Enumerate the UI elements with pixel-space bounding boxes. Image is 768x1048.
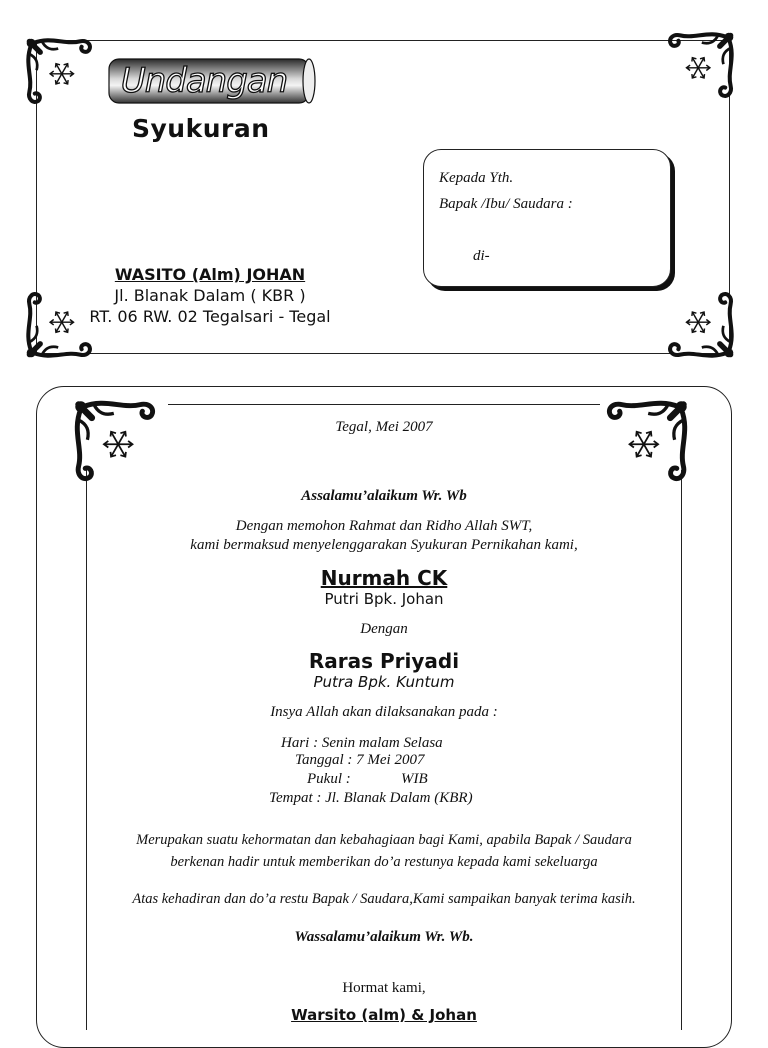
sender-name: WASITO (Alm) JOHAN — [114, 265, 306, 284]
intro-line-2: kami bermaksud menyelenggarakan Syukuran Pernikahan kami, — [190, 537, 578, 553]
invitation-line-2: berkenan hadir untuk memberikan do’a restunya kepada kami sekeluarga — [170, 854, 598, 870]
event-time-unit: WIB — [401, 771, 428, 787]
conjunction: Dengan — [360, 621, 408, 637]
recipient-salutation: Bapak /Ibu/ Saudara : — [439, 196, 573, 212]
sender-area: RT. 06 RW. 02 Tegalsari - Tegal — [89, 307, 331, 326]
recipient-box — [423, 149, 671, 287]
banner-title: Undangan — [120, 61, 288, 101]
place-date: Tegal, Mei 2007 — [335, 419, 433, 435]
corner-ornament-icon — [664, 288, 736, 360]
signatories: Warsito (alm) & Johan — [291, 1006, 477, 1024]
recipient-to: Kepada Yth. — [439, 170, 514, 186]
card-divider — [168, 404, 600, 405]
subtitle: Syukuran — [132, 114, 270, 143]
bride-parent: Putri Bpk. Johan — [324, 590, 444, 608]
event-date: Tanggal : 7 Mei 2007 — [295, 752, 425, 768]
greeting: Assalamu’alaikum Wr. Wb — [301, 488, 467, 504]
groom-parent: Putra Bpk. Kuntum — [313, 673, 455, 691]
closing: Wassalamu’alaikum Wr. Wb. — [294, 929, 474, 945]
event-place: Tempat : Jl. Blanak Dalam (KBR) — [269, 790, 473, 806]
bride-name: Nurmah CK — [320, 566, 448, 590]
recipient-at: di- — [473, 248, 490, 264]
corner-ornament-icon — [72, 398, 160, 486]
regards: Hormat kami, — [342, 980, 426, 996]
title-banner — [108, 58, 316, 104]
event-day: Hari : Senin malam Selasa — [281, 735, 443, 751]
thanks: Atas kehadiran dan do’a restu Bapak / Saudara,Kami sampaikan banyak terima kasih. — [132, 891, 636, 907]
corner-ornament-icon — [664, 30, 736, 102]
sender-street: Jl. Blanak Dalam ( KBR ) — [114, 286, 306, 305]
invitation-line-1: Merupakan suatu kehormatan dan kebahagiaan bagi Kami, apabila Bapak / Saudara — [136, 832, 632, 848]
intro-line-1: Dengan memohon Rahmat dan Ridho Allah SWT, — [235, 518, 533, 534]
sender-address — [60, 264, 360, 327]
corner-ornament-icon — [602, 398, 690, 486]
event-time-label: Pukul : — [307, 771, 351, 787]
schedule-intro: Insya Allah akan dilaksanakan pada : — [270, 704, 498, 720]
corner-ornament-icon — [24, 36, 96, 108]
groom-name: Raras Priyadi — [308, 649, 460, 673]
